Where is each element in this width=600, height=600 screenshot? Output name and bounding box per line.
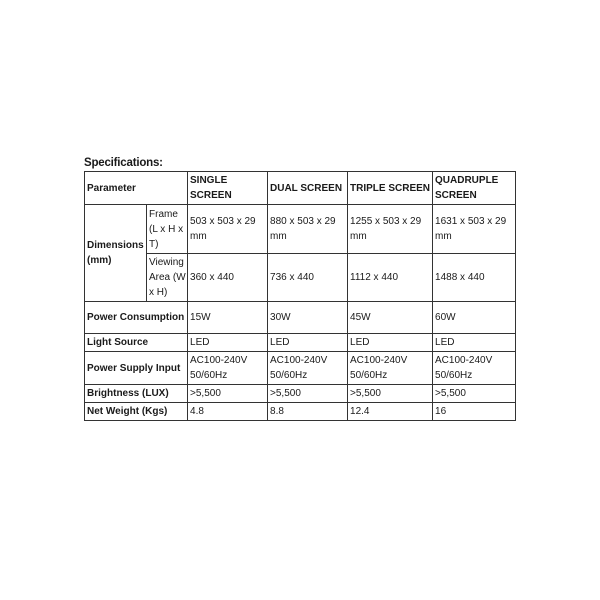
viewing-single: 360 x 440 [188, 254, 268, 302]
frame-single: 503 x 503 x 29 mm [188, 205, 268, 254]
net-weight-dual: 8.8 [268, 403, 348, 421]
specifications-table [84, 171, 516, 421]
table-row-net-weight [85, 403, 516, 421]
power-supply-label: Power Supply Input [85, 352, 188, 385]
light-source-label: Light Source [85, 334, 188, 352]
table-row-brightness [85, 385, 516, 403]
power-supply-single: AC100-240V 50/60Hz [188, 352, 268, 385]
table-row-power-supply [85, 352, 516, 385]
net-weight-quad: 16 [433, 403, 516, 421]
frame-dual: 880 x 503 x 29 mm [268, 205, 348, 254]
net-weight-triple: 12.4 [348, 403, 433, 421]
power-consumption-label: Power Consumption [85, 302, 188, 334]
viewing-triple: 1112 x 440 [348, 254, 433, 302]
viewing-dual: 736 x 440 [268, 254, 348, 302]
table-row-frame [85, 205, 516, 254]
net-weight-single: 4.8 [188, 403, 268, 421]
light-source-dual: LED [268, 334, 348, 352]
light-source-quad: LED [433, 334, 516, 352]
power-supply-quad: AC100-240V 50/60Hz [433, 352, 516, 385]
dimensions-label: Dimensions (mm) [85, 205, 147, 302]
header-dual-screen: DUAL SCREEN [268, 172, 348, 205]
power-consumption-triple: 45W [348, 302, 433, 334]
table-row-power-consumption [85, 302, 516, 334]
light-source-single: LED [188, 334, 268, 352]
frame-label: Frame (L x H x T) [147, 205, 188, 254]
power-supply-dual: AC100-240V 50/60Hz [268, 352, 348, 385]
header-single-screen: SINGLE SCREEN [188, 172, 268, 205]
header-triple-screen: TRIPLE SCREEN [348, 172, 433, 205]
header-parameter: Parameter [85, 172, 188, 205]
table-row-viewing [85, 254, 516, 302]
light-source-triple: LED [348, 334, 433, 352]
brightness-quad: >5,500 [433, 385, 516, 403]
table-header-row [85, 172, 516, 205]
specifications-title: Specifications: [84, 157, 163, 169]
viewing-label: Viewing Area (W x H) [147, 254, 188, 302]
brightness-triple: >5,500 [348, 385, 433, 403]
power-consumption-dual: 30W [268, 302, 348, 334]
viewing-quad: 1488 x 440 [433, 254, 516, 302]
table-row-light-source [85, 334, 516, 352]
power-consumption-single: 15W [188, 302, 268, 334]
power-consumption-quad: 60W [433, 302, 516, 334]
frame-triple: 1255 x 503 x 29 mm [348, 205, 433, 254]
power-supply-triple: AC100-240V 50/60Hz [348, 352, 433, 385]
brightness-label: Brightness (LUX) [85, 385, 188, 403]
brightness-single: >5,500 [188, 385, 268, 403]
brightness-dual: >5,500 [268, 385, 348, 403]
net-weight-label: Net Weight (Kgs) [85, 403, 188, 421]
header-quadruple-screen: QUADRUPLE SCREEN [433, 172, 516, 205]
frame-quad: 1631 x 503 x 29 mm [433, 205, 516, 254]
